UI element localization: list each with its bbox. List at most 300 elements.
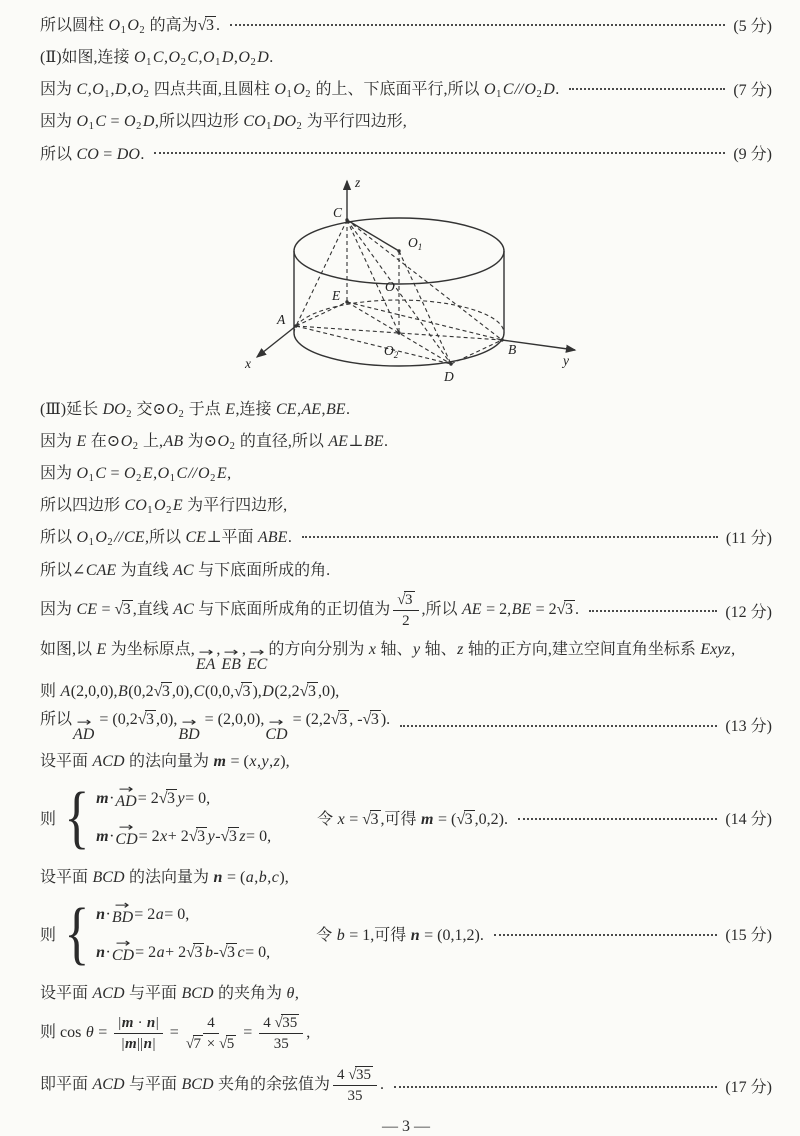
radicand: 3 xyxy=(370,811,379,829)
text-run: = xyxy=(99,145,117,163)
radicand: 5 xyxy=(226,1036,235,1053)
doc-line xyxy=(40,72,772,104)
point-D xyxy=(449,362,452,365)
label-A: A xyxy=(277,312,286,327)
page-number: — 3 — xyxy=(382,1117,430,1135)
cylinder-coordinate-figure xyxy=(232,170,592,390)
fraction-numerator xyxy=(114,1014,163,1034)
math-variable: O xyxy=(154,496,166,514)
radicand: 3 xyxy=(205,16,214,34)
radical-sign: √ xyxy=(234,683,242,701)
radicand: 3 xyxy=(228,827,237,845)
figure-points xyxy=(294,218,503,365)
sqrt-radical xyxy=(154,683,172,701)
segment-C-A xyxy=(296,220,347,326)
text-run: ), xyxy=(280,753,290,771)
math-variable: CO xyxy=(243,112,266,130)
text-run: (Ⅱ)如图,连接 xyxy=(40,48,134,66)
doc-line xyxy=(40,392,772,424)
math-variable: O xyxy=(484,80,496,98)
text-run: (Ⅲ)延长 xyxy=(40,400,103,418)
subscript: 2 xyxy=(296,121,302,133)
text-run: 35 xyxy=(347,1088,363,1105)
math-variable: C xyxy=(95,464,106,482)
dot-leader xyxy=(230,24,725,26)
text-run: 夹角的余弦值为 xyxy=(214,1076,331,1094)
text-run: 的高为 xyxy=(145,16,198,34)
math-variable: O xyxy=(92,80,104,98)
label-O: O xyxy=(385,279,395,294)
subscript: 2 xyxy=(178,409,184,421)
math-variable: DO xyxy=(102,400,126,418)
doc-line xyxy=(40,674,772,706)
vector-term xyxy=(195,645,216,674)
radicand: 3 xyxy=(405,591,413,608)
text-run: , xyxy=(254,869,259,887)
text-run: ,连接 xyxy=(235,400,276,418)
line-content xyxy=(40,678,339,701)
math-variable: x xyxy=(337,811,345,829)
text-run: 因为 xyxy=(40,432,77,450)
score-label: (9 分) xyxy=(733,145,772,163)
math-variable: BCD xyxy=(181,985,214,1003)
sqrt-radical xyxy=(115,601,133,619)
line-content xyxy=(40,980,299,1003)
doc-line xyxy=(40,744,772,776)
math-variable: AE xyxy=(328,432,348,450)
label-D: D xyxy=(444,369,454,384)
vector-overarrow-icon: → xyxy=(198,645,214,659)
segment-C-D xyxy=(347,220,451,364)
subscript: 1 xyxy=(215,57,221,69)
text-run: . xyxy=(574,600,579,618)
math-variable: CAE xyxy=(85,561,117,579)
math-variable: O xyxy=(217,432,230,450)
radical-sign: √ xyxy=(218,943,227,961)
vector-letters: EC xyxy=(246,656,268,673)
math-variable: B xyxy=(117,683,128,701)
dot-leader xyxy=(154,152,725,154)
vector-term xyxy=(111,936,135,965)
text-run: 因为 xyxy=(40,464,77,482)
subscript: 2 xyxy=(143,89,149,101)
text-run: || xyxy=(137,1036,144,1053)
point-E xyxy=(345,300,348,303)
math-bold-vector-name: m xyxy=(96,789,109,807)
sqrt-radical xyxy=(397,591,414,609)
point-B xyxy=(500,338,503,341)
label-E: E xyxy=(332,288,341,303)
vector-overarrow-icon: → xyxy=(268,714,284,729)
subscript: 1 xyxy=(88,121,94,133)
math-variable: x xyxy=(368,641,376,658)
math-variable: CO xyxy=(76,145,99,163)
text-run: (2,2 xyxy=(274,683,300,701)
line-content xyxy=(40,44,273,69)
math-variable: ACD xyxy=(92,985,125,1003)
text-run: 为平行四边形, xyxy=(183,496,288,514)
segment-A-E xyxy=(296,302,347,326)
fraction-denominator xyxy=(186,1034,236,1053)
fraction-numerator xyxy=(333,1066,377,1086)
text-run: , xyxy=(269,753,274,771)
text-run: , xyxy=(306,1024,311,1042)
system-rows xyxy=(96,896,271,972)
line-content xyxy=(40,460,231,485)
math-bold-vector-name: n xyxy=(410,927,420,945)
text-run: 在⊙ xyxy=(86,432,121,450)
doc-line xyxy=(40,1060,772,1112)
text-run: 所以 xyxy=(40,710,73,728)
label-O2-sub: 2 xyxy=(393,350,399,360)
score-label: (13 分) xyxy=(725,718,772,736)
math-bold-vector-name: n xyxy=(96,905,106,923)
text-run: = 2 xyxy=(138,827,160,845)
text-run: = xyxy=(97,600,115,618)
text-run: , xyxy=(216,641,221,658)
text-run: = (2,0,0), xyxy=(200,710,265,728)
vector-term xyxy=(73,714,95,744)
radical-sign: √ xyxy=(186,943,194,961)
line-content xyxy=(40,428,388,453)
math-bold-vector-name: m xyxy=(121,1015,134,1032)
line-content xyxy=(40,706,390,744)
segment-O1-D xyxy=(399,251,451,364)
subscript: 2 xyxy=(136,121,142,133)
radical-sign: √ xyxy=(274,1015,282,1032)
math-variable: BE xyxy=(511,600,532,618)
line-content xyxy=(40,1066,384,1105)
radicand: 3 xyxy=(564,600,573,618)
system-brace: { xyxy=(64,779,90,857)
text-run: , xyxy=(731,641,736,658)
score-label: (5 分) xyxy=(733,17,772,35)
math-variable: E xyxy=(76,432,87,450)
text-run: 所以 xyxy=(40,145,77,163)
text-run: , - xyxy=(349,710,363,728)
text-run: ). xyxy=(380,710,391,728)
subscript: 1 xyxy=(88,473,94,485)
math-variable: a xyxy=(156,943,165,961)
doc-line xyxy=(40,40,772,72)
math-variable: ABE xyxy=(258,528,288,546)
text-run: = xyxy=(106,112,124,130)
text-run: = 2 xyxy=(135,943,157,961)
vector-letters: EA xyxy=(195,656,216,673)
math-variable: ACD xyxy=(92,753,125,771)
math-bold-vector-name: m xyxy=(124,1036,137,1053)
sqrt-radical xyxy=(221,828,239,846)
doc-line xyxy=(40,636,772,674)
text-run: = xyxy=(106,464,124,482)
doc-line xyxy=(40,8,772,40)
text-run: 4 xyxy=(337,1067,349,1084)
math-variable: y xyxy=(261,753,269,771)
text-run: = 2 xyxy=(531,600,557,618)
solution-text-lower xyxy=(40,392,772,1112)
label-O1-base: O xyxy=(408,235,418,250)
system-rows xyxy=(96,780,271,856)
label-O1-sub: 1 xyxy=(417,242,423,252)
dot-leader xyxy=(400,725,717,727)
subscript: 2 xyxy=(126,409,132,421)
dot-leader xyxy=(394,1086,717,1088)
math-variable: O xyxy=(166,400,178,418)
math-variable: D xyxy=(115,80,127,98)
math-variable: BE xyxy=(363,432,384,450)
sqrt-radical xyxy=(234,683,252,701)
text-run: 4 xyxy=(207,1015,215,1032)
text-run: 于点 xyxy=(184,400,225,418)
label-O2 xyxy=(384,343,399,360)
text-run: , xyxy=(267,869,272,887)
point-O2 xyxy=(397,331,400,334)
line-content xyxy=(40,591,579,630)
page-footer xyxy=(40,1118,772,1136)
solution-text-upper xyxy=(40,8,772,168)
text-run: 因为 xyxy=(40,80,77,98)
system-equation-row xyxy=(96,780,271,818)
math-bold-vector-name: n xyxy=(96,943,106,961)
radicand: 3 xyxy=(197,827,206,845)
line-content xyxy=(40,76,559,101)
text-run: | xyxy=(121,1036,125,1053)
x-axis xyxy=(257,326,296,357)
text-run: ,可得 xyxy=(380,811,421,829)
math-variable: A xyxy=(60,683,71,701)
text-run: 令 xyxy=(317,811,338,829)
text-run: ), xyxy=(252,683,262,701)
line-content xyxy=(40,396,350,421)
radicand: 7 xyxy=(193,1036,202,1053)
text-run: , xyxy=(110,80,115,98)
line-content xyxy=(40,748,290,771)
math-variable: DO xyxy=(116,145,140,163)
math-bold-vector-name: n xyxy=(213,869,223,887)
segment-C-O2 xyxy=(347,220,399,333)
text-run: 设平面 xyxy=(40,753,93,771)
text-run: , xyxy=(321,400,326,418)
vector-letters: CD xyxy=(111,947,135,965)
text-run: 为坐标原点, xyxy=(106,641,195,658)
line-content xyxy=(40,524,292,549)
text-run: , xyxy=(296,400,301,418)
subscript: 1 xyxy=(88,537,94,549)
text-run: 上, xyxy=(139,432,164,450)
math-bold-vector-name: n xyxy=(146,1015,156,1032)
text-run: + 2 xyxy=(167,827,189,845)
dot-leader xyxy=(494,934,718,936)
text-run: ,所以四边形 xyxy=(154,112,243,130)
text-run: 轴、 xyxy=(420,641,457,658)
segment-C-O1 xyxy=(347,220,399,251)
text-run: = ( xyxy=(226,753,249,771)
text-run: 的上、下底面平行,所以 xyxy=(311,80,484,98)
text-run: , xyxy=(87,80,92,98)
text-run: , xyxy=(127,80,132,98)
math-variable: O xyxy=(131,80,144,98)
math-variable: z xyxy=(457,641,464,658)
sqrt-radical xyxy=(219,944,237,962)
text-run: ,直线 xyxy=(132,600,173,618)
text-run: = (0,1,2). xyxy=(420,927,484,945)
point-O1 xyxy=(397,249,400,252)
radicand: 3 xyxy=(464,811,473,829)
radical-sign: √ xyxy=(362,710,370,728)
text-run: = xyxy=(345,811,363,829)
text-run: 的法向量为 xyxy=(125,869,214,887)
math-variable: Exyz xyxy=(700,641,731,658)
math-variable: ACD xyxy=(92,1076,125,1094)
text-run: 为⊙ xyxy=(183,432,218,450)
math-variable: AC xyxy=(173,561,194,579)
math-variable: D xyxy=(142,112,155,130)
sqrt-radical xyxy=(362,811,380,829)
equation-system-line xyxy=(40,776,772,860)
radical-sign: √ xyxy=(219,1036,226,1053)
vector-letters: AD xyxy=(73,725,95,743)
radicand: 3 xyxy=(161,683,170,701)
text-run: 交⊙ xyxy=(132,400,166,418)
vector-overarrow-icon: → xyxy=(249,645,265,659)
vector-term xyxy=(265,714,288,744)
score-label: (11 分) xyxy=(725,529,772,547)
math-variable: θ xyxy=(286,985,295,1003)
subscript: 1 xyxy=(266,121,272,133)
sqrt-radical xyxy=(456,811,474,829)
math-bold-vector-name: m xyxy=(213,753,226,771)
radicand: 3 xyxy=(145,710,154,728)
subscript: 1 xyxy=(286,89,292,101)
fraction-numerator xyxy=(259,1014,303,1034)
vector-term xyxy=(115,820,138,849)
text-run: = (0,2 xyxy=(95,710,138,728)
radicand: 3 xyxy=(339,710,348,728)
text-run: 的夹角为 xyxy=(214,985,287,1003)
x-axis-label: x xyxy=(245,356,251,371)
text-run: 所以四边形 xyxy=(40,496,125,514)
score-label: (14 分) xyxy=(725,811,772,829)
hidden-construction-lines xyxy=(294,220,504,364)
math-variable: // xyxy=(188,464,197,482)
radical-sign: √ xyxy=(362,811,370,829)
dot-leader xyxy=(569,88,725,90)
math-variable: O xyxy=(124,464,136,482)
text-run: · xyxy=(105,905,111,923)
text-run: = 2, xyxy=(482,600,512,618)
vector-overarrow-icon: → xyxy=(118,820,135,835)
math-variable: O xyxy=(134,48,146,66)
score-label: (7 分) xyxy=(733,81,772,99)
text-run: ,0), xyxy=(317,683,340,701)
sqrt-radical xyxy=(348,1066,373,1084)
math-variable: C xyxy=(152,48,164,66)
subscript: 2 xyxy=(229,441,235,453)
math-variable: O xyxy=(95,528,107,546)
vector-letters: BD xyxy=(111,909,134,927)
text-run: 设平面 xyxy=(40,869,93,887)
math-variable: O xyxy=(76,528,89,546)
subscript: 1 xyxy=(120,25,126,37)
subscript: 1 xyxy=(104,89,110,101)
sqrt-radical xyxy=(219,1035,236,1053)
radicand: 3 xyxy=(370,710,379,728)
y-axis-label: y xyxy=(563,353,569,368)
radical-sign: √ xyxy=(220,827,228,845)
text-run: = ( xyxy=(433,811,457,829)
subscript: 2 xyxy=(305,89,311,101)
math-variable: D xyxy=(262,683,274,701)
math-bold-vector-name: m xyxy=(96,827,109,845)
math-variable: b xyxy=(204,943,213,961)
text-run: · xyxy=(109,827,115,845)
text-run: - xyxy=(215,827,221,845)
math-variable: C xyxy=(95,112,106,130)
vector-overarrow-icon: → xyxy=(118,782,134,797)
doc-line xyxy=(40,706,772,744)
subscript: 2 xyxy=(136,473,142,485)
math-variable: CE xyxy=(76,600,97,618)
radicand: 3 xyxy=(242,683,251,701)
text-run: . xyxy=(383,432,388,450)
text-run: ), xyxy=(279,869,289,887)
text-run: ,所以 xyxy=(421,600,462,618)
figure-block xyxy=(40,170,772,390)
math-variable: O xyxy=(76,112,89,130)
label-B: B xyxy=(508,342,517,357)
vector-term xyxy=(246,645,268,674)
text-run: = 0, xyxy=(164,905,190,923)
math-variable: O xyxy=(274,80,286,98)
system-equation-row xyxy=(96,896,271,934)
radical-sign: √ xyxy=(397,591,404,608)
math-variable: z xyxy=(239,827,246,845)
z-axis-label: z xyxy=(355,175,361,190)
radicand: 3 xyxy=(194,943,203,961)
sqrt-radical xyxy=(189,828,207,846)
text-run: = xyxy=(165,1024,183,1042)
math-variable: O xyxy=(76,464,89,482)
math-bold-vector-name: m xyxy=(421,811,434,829)
text-run: = 1,可得 xyxy=(345,927,411,945)
math-variable: C xyxy=(76,80,88,98)
math-variable: E xyxy=(96,641,107,658)
math-variable: D xyxy=(257,48,269,66)
math-variable: c xyxy=(271,869,279,887)
text-run: , xyxy=(227,464,232,482)
math-variable: O xyxy=(168,48,181,66)
fraction xyxy=(333,1066,377,1105)
line-content xyxy=(40,636,735,674)
fraction-denominator xyxy=(348,1086,363,1105)
text-run: + 2 xyxy=(165,943,187,961)
text-run: . xyxy=(215,16,220,34)
radical-sign: √ xyxy=(197,16,205,34)
segment-D-B xyxy=(451,340,502,364)
math-variable: y xyxy=(413,641,421,658)
math-variable: CE xyxy=(276,400,297,418)
text-run: , xyxy=(153,464,158,482)
text-run: 如图,以 xyxy=(40,641,97,658)
dot-leader xyxy=(302,536,718,538)
math-variable: BE xyxy=(326,400,346,418)
text-run: 与下底面所成角的正切值为 xyxy=(194,600,391,618)
text-run: · xyxy=(105,943,111,961)
math-variable: CO xyxy=(124,496,147,514)
doc-line xyxy=(40,552,772,584)
text-run: 的方向分别为 xyxy=(268,641,369,658)
text-run: = 0, xyxy=(246,827,272,845)
